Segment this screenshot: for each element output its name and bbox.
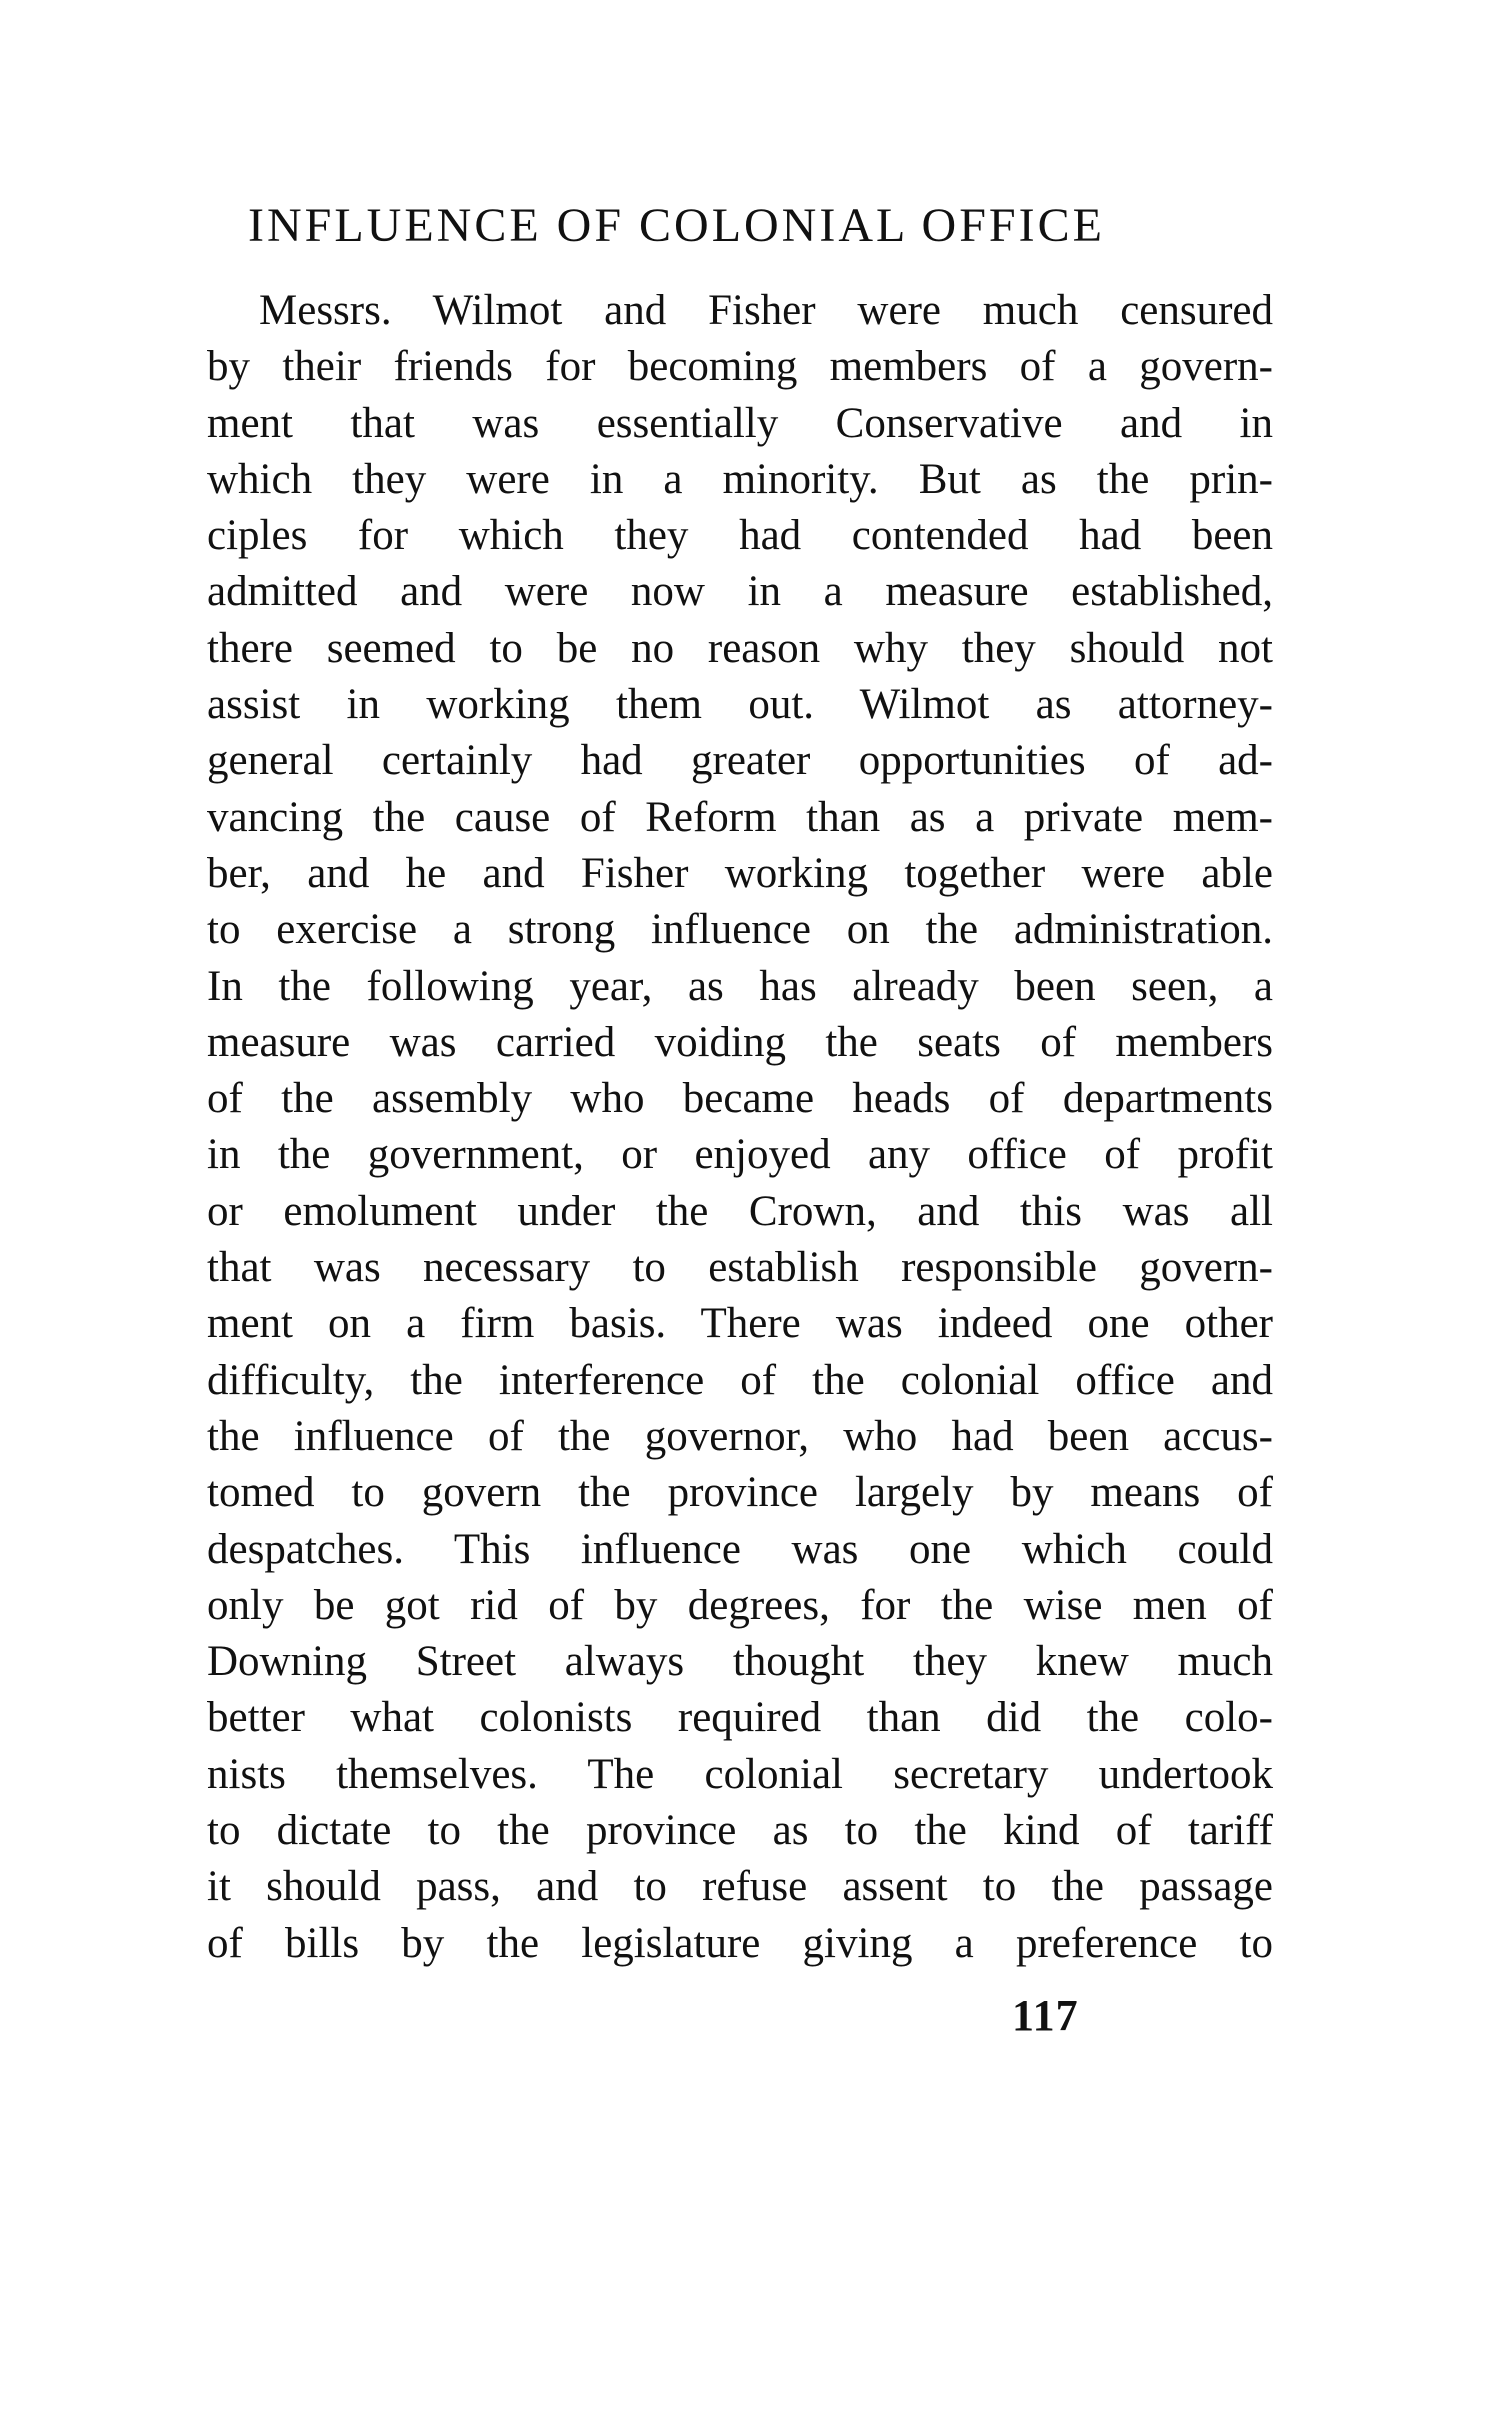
text-line: in the government, or enjoyed any office of profit [207, 1131, 1273, 1179]
text-line: Downing Street always thought they knew much [207, 1638, 1273, 1686]
text-line: to dictate to the province as to the kind of tariff [207, 1807, 1273, 1855]
text-line: that was necessary to establish responsible govern- [207, 1244, 1273, 1292]
body-text [207, 283, 1273, 1972]
text-line: tomed to govern the province largely by means of [207, 1469, 1273, 1517]
text-line: only be got rid of by degrees, for the wise men of [207, 1581, 1273, 1629]
text-line: ment on a firm basis. There was indeed one other [207, 1300, 1273, 1348]
text-line: to exercise a strong influence on the administration. [207, 906, 1273, 954]
text-line: or emolument under the Crown, and this was all [207, 1187, 1273, 1235]
text-line: better what colonists required than did the colo- [207, 1694, 1273, 1742]
text-line: by their friends for becoming members of a govern- [207, 343, 1273, 391]
text-line: the influence of the governor, who had been accus- [207, 1412, 1273, 1460]
running-head: INFLUENCE OF COLONIAL OFFICE [248, 199, 1105, 252]
text-line: of the assembly who became heads of departments [207, 1075, 1273, 1123]
text-line: assist in working them out. Wilmot as attorney- [207, 681, 1273, 729]
text-line: it should pass, and to refuse assent to the passage [207, 1863, 1273, 1911]
text-line: admitted and were now in a measure established, [207, 568, 1273, 616]
text-line: difficulty, the interference of the colonial office and [207, 1356, 1273, 1404]
text-line: measure was carried voiding the seats of members [207, 1018, 1273, 1066]
text-line: vancing the cause of Reform than as a private mem- [207, 793, 1273, 841]
text-line: ber, and he and Fisher working together were able [207, 849, 1273, 897]
text-line: of bills by the legislature giving a preference to [207, 1919, 1273, 1967]
text-line: In the following year, as has already been seen, a [207, 962, 1273, 1010]
text-line: general certainly had greater opportunities of ad- [207, 737, 1273, 785]
page-number: 117 [1012, 1991, 1079, 2040]
text-line: nists themselves. The colonial secretary undertook [207, 1750, 1273, 1798]
text-line: which they were in a minority. But as the prin- [207, 455, 1273, 503]
text-line: ment that was essentially Conservative and in [207, 399, 1273, 447]
text-line: despatches. This influence was one which could [207, 1525, 1273, 1573]
text-line: there seemed to be no reason why they should not [207, 624, 1273, 672]
text-line: Messrs. Wilmot and Fisher were much censured [259, 287, 1273, 334]
text-line: ciples for which they had contended had been [207, 512, 1273, 560]
